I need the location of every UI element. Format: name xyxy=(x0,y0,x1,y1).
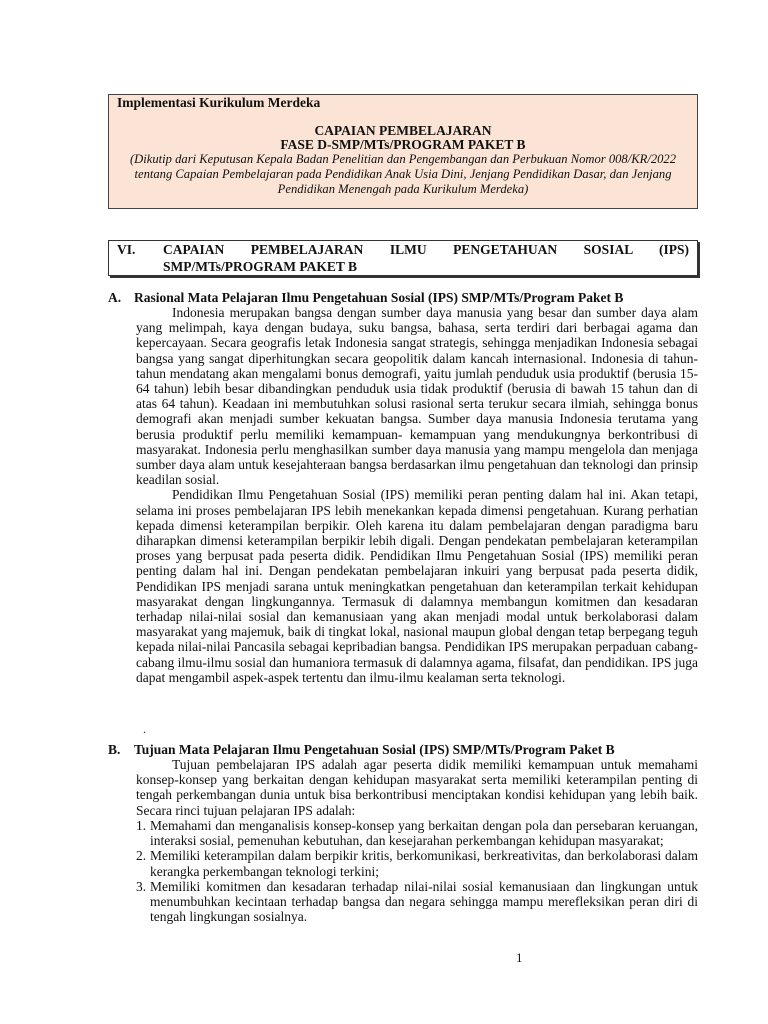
section-number: VI. xyxy=(117,242,136,257)
header-title: Implementasi Kurikulum Merdeka xyxy=(117,95,321,110)
objectives-list xyxy=(136,818,698,924)
heading-a xyxy=(108,290,623,306)
page-number: 1 xyxy=(516,950,523,965)
section-a-paragraph-2: Pendidikan Ilmu Pengetahuan Sosial (IPS) memiliki peran penting dalam hal ini. Akan tetapi, selama ini proses pembelajaran IPS lebih menekankan kepada dimensi pengetahuan. Kurang perhatian kepada dimensi keterampilan berpikir. Oleh karena itu dalam pembelajaran dengan paradigma baru diharapkan dimensi keterampilan berpikir lebih digali. Dengan pendekatan pembelajaran keterampilan proses yang berpusat pada peserta didik. Pendidikan Ilmu Pengetahuan Sosial (IPS) memiliki peran penting dalam hal ini. Dengan pendekatan pembelajaran inkuiri yang berpusat pada peserta didik, Pendidikan IPS menjadi sarana untuk meningkatkan pengetahuan dan keterampilan terkait kehidupan masyarakat dengan lingkungannya. Termasuk di dalamnya membangun komitmen dan kesadaran terhadap nilai-nilai sosial dan kemanusiaan yang akan menjadi modal untuk berkolaborasi dalam masyarakat yang majemuk, baik di tingkat lokal, nasional maupun global dengan tetap berpegang teguh kepada nilai-nilai Pancasila sebagai kepribadian bangsa. Pendidikan IPS merupakan perpaduan cabang- cabang ilmu-ilmu sosial dan humaniora termasuk di dalamnya agama, filsafat, dan pendidikan. IPS juga dapat mengambil aspek-aspek tertentu dan ilmu-ilmu kealaman serta teknologi. xyxy=(136,487,698,685)
section-a-body xyxy=(136,305,698,685)
heading-b-text: Tujuan Mata Pelajaran Ilmu Pengetahuan Sosial (IPS) SMP/MTs/Program Paket B xyxy=(134,742,615,757)
section-b-intro xyxy=(136,757,698,818)
list-item xyxy=(136,818,698,848)
header-line-1: CAPAIAN PEMBELAJARAN xyxy=(314,123,492,138)
heading-b-letter: B. xyxy=(108,742,121,757)
section-title-box xyxy=(108,240,698,276)
section-a-paragraph-1: Indonesia merupakan bangsa dengan sumber daya manusia yang besar dan sumber daya alam yang melimpah, kaya dengan budaya, suku bangsa, bahasa, serta terdiri dari berbagai agama dan kepercayaan. Secara geografis letak Indonesia sangat strategis, sehingga menjadikan Indonesia sebagai bangsa yang sangat diperhitungkan secara geopolitik dalam kancah internasional. Indonesia di tahun-tahun mendatang akan mengalami bonus demografi, yaitu jumlah penduduk usia produktif (berusia 15-64 tahun) lebih besar dibandingkan penduduk usia tidak produktif (berusia di bawah 15 tahun dan di atas 64 tahun). Keadaan ini membutuhkan solusi rasional serta terukur secara ilmiah, sehingga bonus demografi akan menjadi sumber kekuatan bangsa. Sumber daya manusia Indonesia terutama yang berusia produktif perlu memiliki kemampuan- kemampuan yang mendukungnya berkontribusi di masyarakat. Indonesia perlu menghasilkan sumber daya manusia yang mampu mengelola dan menjaga sumber daya alam untuk kesejahteraan bangsa berdasarkan ilmu pengetahuan dan teknologi dan prinsip keadilan sosial. xyxy=(136,305,698,488)
header-line-2: FASE D-SMP/MTs/PROGRAM PAKET B xyxy=(280,137,526,152)
heading-a-text: Rasional Mata Pelajaran Ilmu Pengetahuan Sosial (IPS) SMP/MTs/Program Paket B xyxy=(134,290,624,305)
heading-a-letter: A. xyxy=(108,290,122,305)
heading-b xyxy=(108,742,615,758)
stray-dot: . xyxy=(143,722,146,736)
header-citation-note: (Dikutip dari Keputusan Kepala Badan Penelitian dan Pengembangan dan Perbukuan Nomor 008/KR/2022 tentang Capaian Pembelajaran pada Pendidikan Anak Usia Dini, Jenjang Pendidikan Dasar, dan Jenjang Pendidikan Menengah pada Kurikulum Merdeka) xyxy=(129,152,677,196)
section-title-line-1: CAPAIAN PEMBELAJARAN ILMU PENGETAHUAN SOSIAL (IPS) xyxy=(163,242,689,257)
list-item-number: 2. xyxy=(136,848,147,864)
header-box xyxy=(108,94,698,209)
section-title-line-2: SMP/MTs/PROGRAM PAKET B xyxy=(163,259,358,274)
list-item-number: 3. xyxy=(136,878,147,894)
list-item xyxy=(136,848,698,878)
list-item-text: Memahami dan menganalisis konsep-konsep yang berkaitan dengan pola dan persebaran keruangan, interaksi sosial, pemenuhan kebutuhan, dan kesejarahan perkembangan kehidupan masyarakat; xyxy=(150,818,698,849)
list-item-text: Memiliki komitmen dan kesadaran terhadap nilai-nilai sosial kemanusiaan dan lingkungan untuk menumbuhkan kecintaan terhadap bangsa dan negara sehingga mampu merefleksikan peran diri di tengah lingkungan sosialnya. xyxy=(150,878,698,925)
section-b-intro-paragraph: Tujuan pembelajaran IPS adalah agar peserta didik memiliki kemampuan untuk memahami konsep-konsep yang berkaitan dengan kehidupan masyarakat serta memiliki keterampilan penting di tengah perkembangan dunia untuk bisa berkontribusi menciptakan kondisi kehidupan yang lebih baik. Secara rinci tujuan pelajaran IPS adalah: xyxy=(136,757,698,818)
list-item-number: 1. xyxy=(136,818,147,833)
list-item-text: Memiliki keterampilan dalam berpikir kritis, berkomunikasi, berkreativitas, dan berkolaborasi dalam kerangka perkembangan teknologi terkini; xyxy=(150,848,698,879)
list-item xyxy=(136,879,698,925)
